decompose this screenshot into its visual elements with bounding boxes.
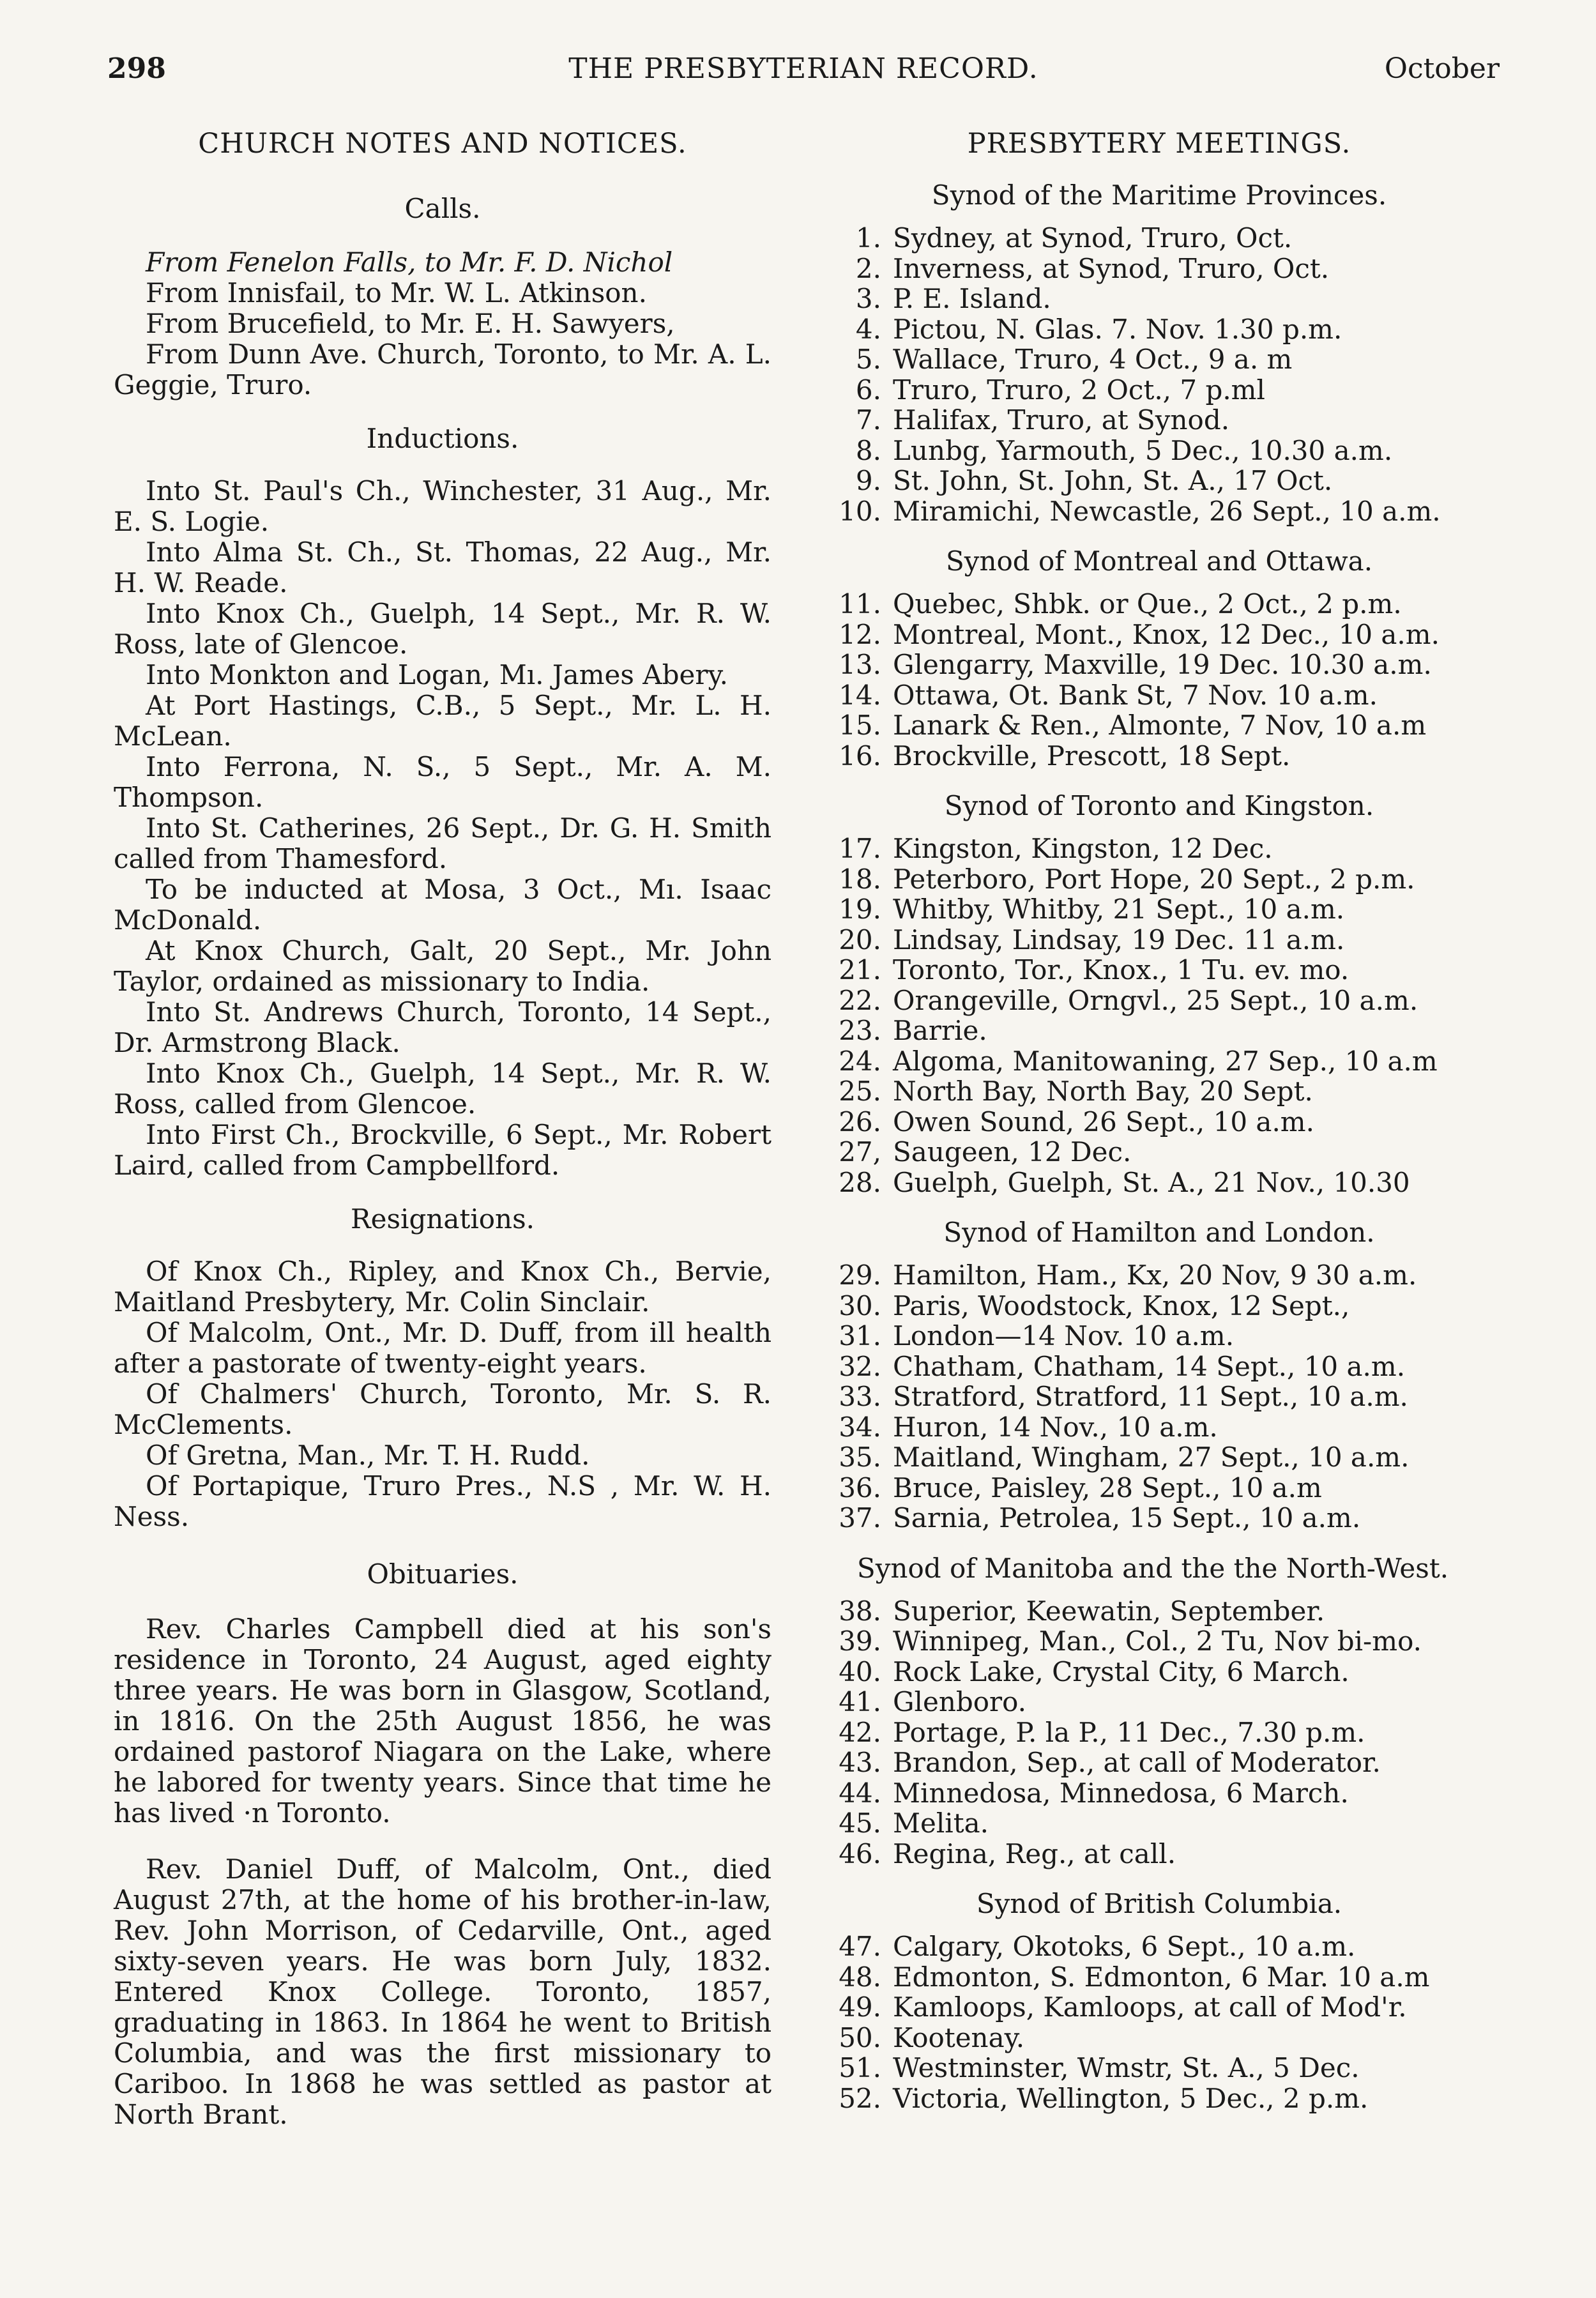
meeting-text: Algoma, Manitowaning, 27 Sep., 10 a.m — [893, 1045, 1438, 1077]
meeting-row — [821, 284, 1498, 314]
synod-heading: Synod of Manitoba and the the North-West. — [856, 1552, 1449, 1584]
meeting-text: Montreal, Mont., Knox, 12 Dec., 10 a.m. — [893, 618, 1440, 650]
meeting-number: 22. — [839, 984, 881, 1016]
meeting-text: Brandon, Sep., at call of Moderator. — [893, 1747, 1381, 1778]
meeting-text: Huron, 14 Nov., 10 a.m. — [893, 1411, 1218, 1443]
meeting-number: 41. — [839, 1686, 881, 1717]
meeting-row — [821, 223, 1498, 254]
meeting-text: Sydney, at Synod, Truro, Oct. — [893, 222, 1293, 254]
meeting-text: Kamloops, Kamloops, at call of Mod'r. — [893, 1991, 1407, 2023]
obituaries-heading: Obituaries. — [367, 1558, 519, 1590]
meeting-number: 4. — [855, 313, 881, 345]
meeting-row — [821, 1687, 1498, 1717]
call-item: From Fenelon Falls, to Mr. F. D. Nichol — [146, 247, 673, 278]
meeting-text: Maitland, Wingham, 27 Sept., 10 a.m. — [893, 1442, 1410, 1473]
resignation-item: Of Malcolm, Ont., Mr. D. Duff, from ill health after a pastorate of twenty-eight years. — [114, 1317, 771, 1379]
meeting-text: Sarnia, Petrolea, 15 Sept., 10 a.m. — [893, 1502, 1361, 1533]
meeting-text: Stratford, Stratford, 11 Sept., 10 a.m. — [893, 1381, 1408, 1412]
resignation-item: Of Portapique, Truro Pres., N.S , Mr. W. H. Ness. — [114, 1470, 771, 1532]
meeting-row — [821, 1260, 1498, 1291]
meeting-text: Winnipeg, Man., Col., 2 Tu, Nov bi-mo. — [893, 1625, 1422, 1657]
call-item: From Brucefield, to Mr. E. H. Sawyers, — [146, 308, 675, 339]
meeting-row — [821, 1626, 1498, 1657]
meeting-number: 8. — [855, 434, 881, 466]
meeting-number: 7. — [855, 404, 881, 436]
meeting-number: 28. — [839, 1166, 881, 1198]
inductions-list — [114, 476, 771, 1181]
meeting-row — [821, 955, 1498, 985]
meeting-number: 5. — [855, 344, 881, 375]
meeting-text: London—14 Nov. 10 a.m. — [893, 1320, 1235, 1351]
meeting-row — [821, 741, 1498, 772]
meeting-row — [821, 2053, 1498, 2083]
meeting-row — [821, 1747, 1498, 1778]
meeting-number: 11. — [839, 588, 881, 620]
meeting-number: 49. — [839, 1991, 881, 2023]
meeting-text: Lindsay, Lindsay, 19 Dec. 11 a.m. — [893, 924, 1345, 955]
meeting-text: Lunbg, Yarmouth, 5 Dec., 10.30 a.m. — [893, 434, 1393, 466]
meeting-text: Brockville, Prescott, 18 Sept. — [893, 740, 1291, 772]
meeting-text: Bruce, Paisley, 28 Sept., 10 a.m — [893, 1472, 1322, 1503]
meeting-row — [821, 466, 1498, 496]
meeting-row — [821, 344, 1498, 375]
meeting-number: 47. — [839, 1931, 881, 1962]
obituary-item: Rev. Charles Campbell died at his son's residence in Toronto, 24 August, aged eighty three years. He was born in Glasgow, Scotland, in 1816. On the 25th August 1856, he was ordained pastorof Niagara on the Lake, where he labored for twenty years. Since that time he has lived ·n Toronto. — [114, 1613, 771, 1829]
call-item: From Innisfail, to Mr. W. L. Atkinson. — [146, 277, 647, 308]
meeting-row — [821, 2023, 1498, 2053]
synod-section — [821, 543, 1498, 771]
meeting-text: Ottawa, Ot. Bank St, 7 Nov. 10 a.m. — [893, 679, 1378, 711]
meeting-text: Westminster, Wmstr, St. A., 5 Dec. — [893, 2052, 1360, 2083]
meeting-text: Victoria, Wellington, 5 Dec., 2 p.m. — [893, 2082, 1369, 2114]
synod-section — [821, 1214, 1498, 1533]
meeting-number: 39. — [839, 1625, 881, 1657]
meeting-number: 18. — [839, 863, 881, 895]
meeting-text: Miramichi, Newcastle, 26 Sept., 10 a.m. — [893, 495, 1441, 527]
meeting-row — [821, 1717, 1498, 1748]
meeting-text: Saugeen, 12 Dec. — [893, 1136, 1132, 1168]
meeting-text: Pictou, N. Glas. 7. Nov. 1.30 p.m. — [893, 313, 1342, 345]
meeting-text: St. John, St. John, St. A., 17 Oct. — [893, 465, 1333, 496]
meeting-row — [821, 436, 1498, 466]
meeting-text: Kingston, Kingston, 12 Dec. — [893, 833, 1273, 864]
meeting-row — [821, 254, 1498, 284]
synod-section — [821, 788, 1498, 1198]
meeting-number: 17. — [839, 833, 881, 864]
meeting-number: 42. — [839, 1716, 881, 1748]
issue-month: October — [1384, 52, 1500, 85]
presbytery-meetings-column — [821, 125, 1498, 2113]
meeting-number: 45. — [839, 1807, 881, 1839]
meeting-text: Melita. — [893, 1807, 989, 1839]
meeting-row — [821, 1992, 1498, 2023]
meeting-number: 48. — [839, 1961, 881, 1993]
induction-item: Into Knox Ch., Guelph, 14 Sept., Mr. R. W. Ross, called from Glencoe. — [114, 1058, 771, 1120]
induction-item: At Knox Church, Galt, 20 Sept., Mr. John Taylor, ordained as missionary to India. — [114, 935, 771, 997]
meeting-text: Barrie. — [893, 1015, 987, 1046]
calls-list — [114, 247, 771, 400]
meeting-number: 30. — [839, 1290, 881, 1321]
meeting-number: 24. — [839, 1045, 881, 1077]
meeting-row — [821, 1412, 1498, 1443]
meeting-number: 40. — [839, 1655, 881, 1687]
meeting-number: 23. — [839, 1015, 881, 1046]
meeting-number: 12. — [839, 618, 881, 650]
induction-item: Into St. Paul's Ch., Winchester, 31 Aug., Mr. E. S. Logie. — [114, 475, 771, 537]
meeting-number: 6. — [855, 374, 881, 406]
induction-item: Into St. Catherines, 26 Sept., Dr. G. H. Smith called from Thamesford. — [114, 812, 771, 874]
meeting-number: 35. — [839, 1442, 881, 1473]
meeting-row — [821, 1046, 1498, 1077]
meeting-row — [821, 680, 1498, 711]
meeting-text: Rock Lake, Crystal City, 6 March. — [893, 1655, 1349, 1687]
meeting-text: Calgary, Okotoks, 6 Sept., 10 a.m. — [893, 1931, 1356, 1962]
meeting-row — [821, 650, 1498, 680]
meeting-row — [821, 894, 1498, 925]
meeting-row — [821, 1839, 1498, 1869]
meeting-text: Whitby, Whitby, 21 Sept., 10 a.m. — [893, 894, 1345, 925]
meeting-number: 38. — [839, 1595, 881, 1627]
meeting-number: 16. — [839, 740, 881, 772]
inductions-heading: Inductions. — [366, 423, 519, 454]
meeting-text: Owen Sound, 26 Sept., 10 a.m. — [893, 1106, 1314, 1138]
meeting-text: Hamilton, Ham., Kx, 20 Nov, 9 30 a.m. — [893, 1259, 1417, 1291]
meeting-text: Paris, Woodstock, Knox, 12 Sept., — [893, 1290, 1350, 1321]
meeting-number: 34. — [839, 1411, 881, 1443]
resignation-item: Of Knox Ch., Ripley, and Knox Ch., Bervie, Maitland Presbytery, Mr. Colin Sinclair. — [114, 1256, 771, 1318]
meeting-row — [821, 925, 1498, 955]
synod-heading: Synod of Montreal and Ottawa. — [945, 545, 1373, 577]
meeting-text: Guelph, Guelph, St. A., 21 Nov., 10.30 — [893, 1166, 1410, 1198]
meeting-row — [821, 405, 1498, 436]
church-notes-column — [114, 125, 771, 2156]
meeting-row — [821, 1381, 1498, 1412]
resignation-item: Of Gretna, Man., Mr. T. H. Rudd. — [146, 1440, 590, 1471]
meeting-text: Wallace, Truro, 4 Oct., 9 a. m — [893, 344, 1293, 375]
meeting-row — [821, 589, 1498, 620]
meeting-number: 1. — [855, 222, 881, 254]
meeting-row — [821, 985, 1498, 1016]
meeting-number: 31. — [839, 1320, 881, 1351]
meeting-number: 27, — [839, 1136, 881, 1168]
meeting-row — [821, 1962, 1498, 1993]
publication-title: THE PRESBYTERIAN RECORD. — [568, 52, 1038, 85]
meeting-number: 33. — [839, 1381, 881, 1412]
synod-section — [821, 1550, 1498, 1869]
meeting-number: 10. — [839, 495, 881, 527]
meeting-number: 26. — [839, 1106, 881, 1138]
meeting-row — [821, 1778, 1498, 1809]
meeting-number: 32. — [839, 1350, 881, 1382]
meeting-row — [821, 1137, 1498, 1168]
meeting-row — [821, 1808, 1498, 1839]
induction-item: To be inducted at Mosa, 3 Oct., Mı. Isaac McDonald. — [114, 874, 771, 936]
meeting-text: Regina, Reg., at call. — [893, 1838, 1176, 1869]
meeting-text: Truro, Truro, 2 Oct., 7 p.ml — [893, 374, 1265, 406]
induction-item: Into Monkton and Logan, Mı. James Abery. — [146, 659, 728, 690]
meeting-text: Glenboro. — [893, 1686, 1027, 1717]
synod-heading: Synod of Hamilton and London. — [943, 1217, 1375, 1248]
meeting-text: North Bay, North Bay, 20 Sept. — [893, 1076, 1313, 1107]
meeting-text: Glengarry, Maxville, 19 Dec. 10.30 a.m. — [893, 649, 1432, 680]
meeting-number: 9. — [855, 465, 881, 496]
meeting-row — [821, 1503, 1498, 1533]
meeting-row — [821, 496, 1498, 527]
meeting-number: 19. — [839, 894, 881, 925]
meeting-row — [821, 1076, 1498, 1107]
synod-section — [821, 1885, 1498, 2113]
meeting-row — [821, 1596, 1498, 1627]
synod-heading: Synod of Toronto and Kingston. — [944, 790, 1374, 821]
presbytery-meetings-heading: PRESBYTERY MEETINGS. — [967, 128, 1351, 160]
meeting-text: Portage, P. la P., 11 Dec., 7.30 p.m. — [893, 1716, 1365, 1748]
page-header — [107, 52, 1500, 97]
resignations-list — [114, 1256, 771, 1532]
induction-item: Into Knox Ch., Guelph, 14 Sept., Mr. R. W. Ross, late of Glencoe. — [114, 598, 771, 660]
meeting-number: 15. — [839, 710, 881, 741]
meeting-number: 37. — [839, 1502, 881, 1533]
meeting-number: 46. — [839, 1838, 881, 1869]
meeting-row — [821, 864, 1498, 895]
meeting-number: 14. — [839, 679, 881, 711]
meeting-row — [821, 1931, 1498, 1962]
meeting-row — [821, 375, 1498, 406]
meeting-number: 51. — [839, 2052, 881, 2083]
meeting-text: Halifax, Truro, at Synod. — [893, 404, 1230, 436]
meeting-row — [821, 1351, 1498, 1382]
meeting-number: 43. — [839, 1747, 881, 1778]
meeting-number: 44. — [839, 1777, 881, 1809]
induction-item: Into First Ch., Brockville, 6 Sept., Mr. Robert Laird, called from Campbellford. — [114, 1119, 771, 1181]
meeting-text: Orangeville, Orngvl., 25 Sept., 10 a.m. — [893, 984, 1418, 1016]
meeting-text: Inverness, at Synod, Truro, Oct. — [893, 252, 1330, 284]
meeting-row — [821, 1016, 1498, 1046]
meeting-row — [821, 1442, 1498, 1473]
meeting-number: 52. — [839, 2082, 881, 2114]
meeting-text: Edmonton, S. Edmonton, 6 Mar. 10 a.m — [893, 1961, 1430, 1993]
meeting-number: 21. — [839, 954, 881, 985]
page-number: 298 — [107, 52, 166, 85]
meeting-text: Minnedosa, Minnedosa, 6 March. — [893, 1777, 1349, 1809]
meeting-number: 2. — [855, 252, 881, 284]
meeting-row — [821, 710, 1498, 741]
meeting-text: Peterboro, Port Hope, 20 Sept., 2 p.m. — [893, 863, 1415, 895]
meeting-text: Superior, Keewatin, September. — [893, 1595, 1325, 1627]
induction-item: Into Ferrona, N. S., 5 Sept., Mr. A. M. Thompson. — [114, 751, 771, 813]
meeting-row — [821, 2083, 1498, 2114]
calls-heading: Calls. — [404, 193, 481, 224]
meeting-number: 3. — [855, 283, 881, 314]
meeting-row — [821, 1321, 1498, 1351]
meeting-number: 25. — [839, 1076, 881, 1107]
induction-item: Into St. Andrews Church, Toronto, 14 Sept., Dr. Armstrong Black. — [114, 996, 771, 1058]
meeting-text: Lanark & Ren., Almonte, 7 Nov, 10 a.m — [893, 710, 1427, 741]
meeting-row — [821, 833, 1498, 864]
meeting-text: Toronto, Tor., Knox., 1 Tu. ev. mo. — [893, 954, 1349, 985]
meeting-row — [821, 1168, 1498, 1198]
meeting-text: P. E. Island. — [893, 283, 1051, 314]
meeting-text: Kootenay. — [893, 2021, 1025, 2053]
meeting-number: 50. — [839, 2021, 881, 2053]
church-notes-heading: CHURCH NOTES AND NOTICES. — [198, 128, 687, 160]
meeting-row — [821, 1657, 1498, 1687]
synod-section — [821, 177, 1498, 526]
resignation-item: Of Chalmers' Church, Toronto, Mr. S. R. McClements. — [114, 1378, 771, 1440]
call-item: From Dunn Ave. Church, Toronto, to Mr. A. L. Geggie, Truro. — [114, 339, 771, 400]
meeting-number: 36. — [839, 1472, 881, 1503]
obituaries-list — [114, 1614, 771, 2130]
meeting-number: 20. — [839, 924, 881, 955]
meeting-number: 29. — [839, 1259, 881, 1291]
meeting-text: Chatham, Chatham, 14 Sept., 10 a.m. — [893, 1350, 1406, 1382]
induction-item: At Port Hastings, C.B., 5 Sept., Mr. L. H. McLean. — [114, 690, 771, 752]
meeting-row — [821, 620, 1498, 650]
synod-heading: Synod of British Columbia. — [976, 1888, 1342, 1919]
meeting-row — [821, 1291, 1498, 1321]
meeting-row — [821, 1107, 1498, 1138]
obituary-item: Rev. Daniel Duff, of Malcolm, Ont., died August 27th, at the home of his brother-in-law, Rev. John Morrison, of Cedarville, Ont., aged sixty-seven years. He was born July, 1832. Entered Knox College. Toronto, 1857, graduating in 1863. In 1864 he went to British Columbia, and was the first missionary to Cariboo. In 1868 he was settled as pastor at North Brant. — [114, 1853, 771, 2130]
meeting-text: Quebec, Shbk. or Que., 2 Oct., 2 p.m. — [893, 588, 1402, 620]
meeting-row — [821, 1473, 1498, 1503]
meeting-number: 13. — [839, 649, 881, 680]
induction-item: Into Alma St. Ch., St. Thomas, 22 Aug., Mr. H. W. Reade. — [114, 536, 771, 598]
resignations-heading: Resignations. — [351, 1203, 535, 1235]
synod-heading: Synod of the Maritime Provinces. — [931, 179, 1387, 211]
meeting-row — [821, 314, 1498, 345]
